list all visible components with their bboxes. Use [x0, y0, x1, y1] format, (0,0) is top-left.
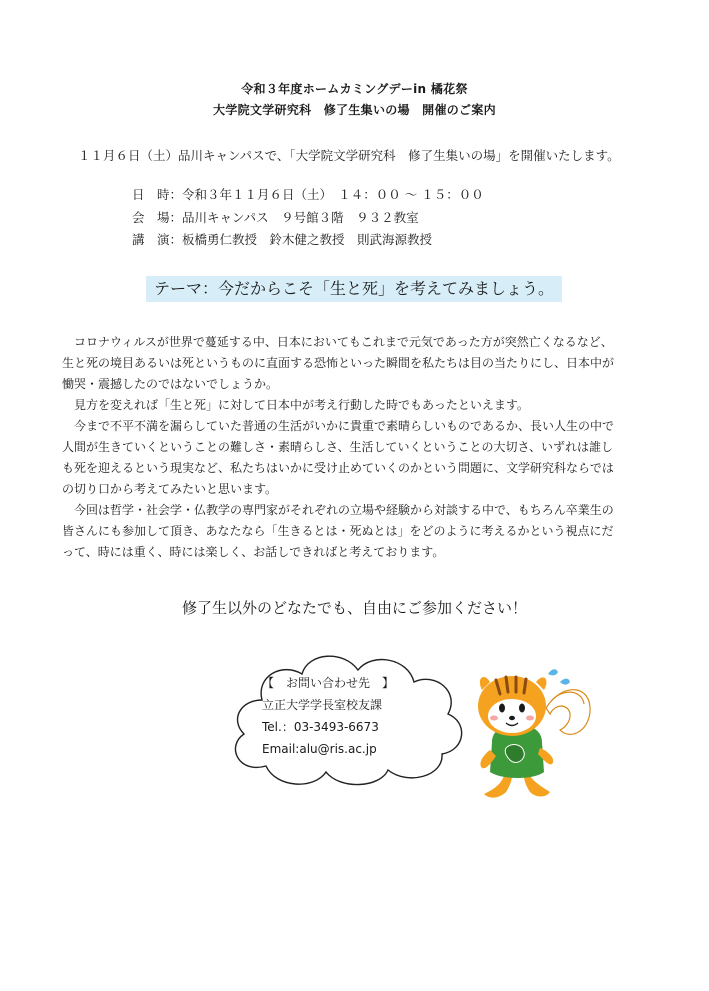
theme-banner: テーマ：今だからこそ「生と死」を考えてみましょう。	[146, 276, 562, 302]
intro-text: １１月６日（土）品川キャンパスで、「大学院文学研究科 修了生集いの場」を開催いたします。	[78, 148, 620, 163]
contact-email: Email:alu@ris.ac.jp	[262, 742, 377, 756]
detail-value: 品川キャンパス ９号館３階 ９３２教室	[182, 209, 419, 225]
body-line: の切り口から考えてみたいと思います。	[62, 482, 278, 496]
body-text	[62, 332, 662, 563]
body-line: 見方を変えれば「生と死」に対して日本中が考え行動した時でもあったといえます。	[74, 398, 529, 412]
detail-label: 会 場	[132, 209, 170, 225]
body-line: 今回は哲学・社会学・仏教学の専門家がそれぞれの立場や経験から対談する中で、もちろん卒業生の	[74, 503, 614, 517]
detail-row-speakers: 講 演：板橋勇仁教授 鈴木健之教授 則武海源教授	[132, 232, 433, 247]
body-line: 慟哭・震撼したのではないでしょうか。	[62, 377, 279, 391]
detail-value: 板橋勇仁教授 鈴木健之教授 則武海源教授	[182, 232, 433, 247]
body-line: 今まで不平不満を漏らしていた普通の生活がいかに貴重で素晴らしいものであるか、長い人生の中で	[74, 419, 615, 433]
event-details	[132, 184, 484, 252]
detail-row-datetime: 日 時：令和３年１１月６日（土） １４：００ ～ １５：００	[132, 187, 484, 202]
detail-value: 令和３年１１月６日（土） １４：００ ～ １５：００	[182, 187, 484, 202]
squirrel-mascot-icon	[466, 660, 596, 810]
contact-info	[262, 672, 394, 760]
body-line: 生と死の境目あるいは死というものに直面する恐怖といった瞬間を私たちは目の当たりにし、日本中が	[62, 356, 615, 370]
body-line: 皆さんにも参加して頂き、あなたなら「生きるとは・死ぬとは」をどのように考えるかという視点にだ	[62, 524, 614, 538]
contact-heading: 【 お問い合わせ先 】	[262, 676, 395, 690]
body-line: も死を迎えるという現実など、私たちはいかに受け止めていくのかという問題に、文学研究科ならでは	[62, 461, 614, 475]
body-line: って、時には重く、時には楽しく、お話しできればと考えております。	[62, 545, 445, 559]
detail-row-venue: 会 場：品川キャンパス ９号館３階 ９３２教室	[132, 209, 419, 225]
contact-tel: Tel.：03-3493-6673	[262, 720, 379, 734]
detail-label: 講 演	[132, 232, 170, 247]
closing-message: 修了生以外のどなたでも、自由にご参加ください！	[181, 599, 527, 617]
detail-label: 日 時	[132, 187, 170, 202]
body-line: 人間が生きていくということの難しさ・素晴らしさ、生活していくということの大切さ、いずれは誰し	[62, 440, 614, 454]
title-line-1: 令和３年度ホームカミングデーin 橘花祭	[241, 82, 468, 96]
title-line-2: 大学院文学研究科 修了生集いの場 開催のご案内	[213, 103, 496, 117]
contact-office: 立正大学学長室校友課	[262, 698, 383, 712]
body-line: コロナウィルスが世界で蔓延する中、日本においてもこれまで元気であった方が突然亡くなるなど、	[74, 335, 613, 349]
